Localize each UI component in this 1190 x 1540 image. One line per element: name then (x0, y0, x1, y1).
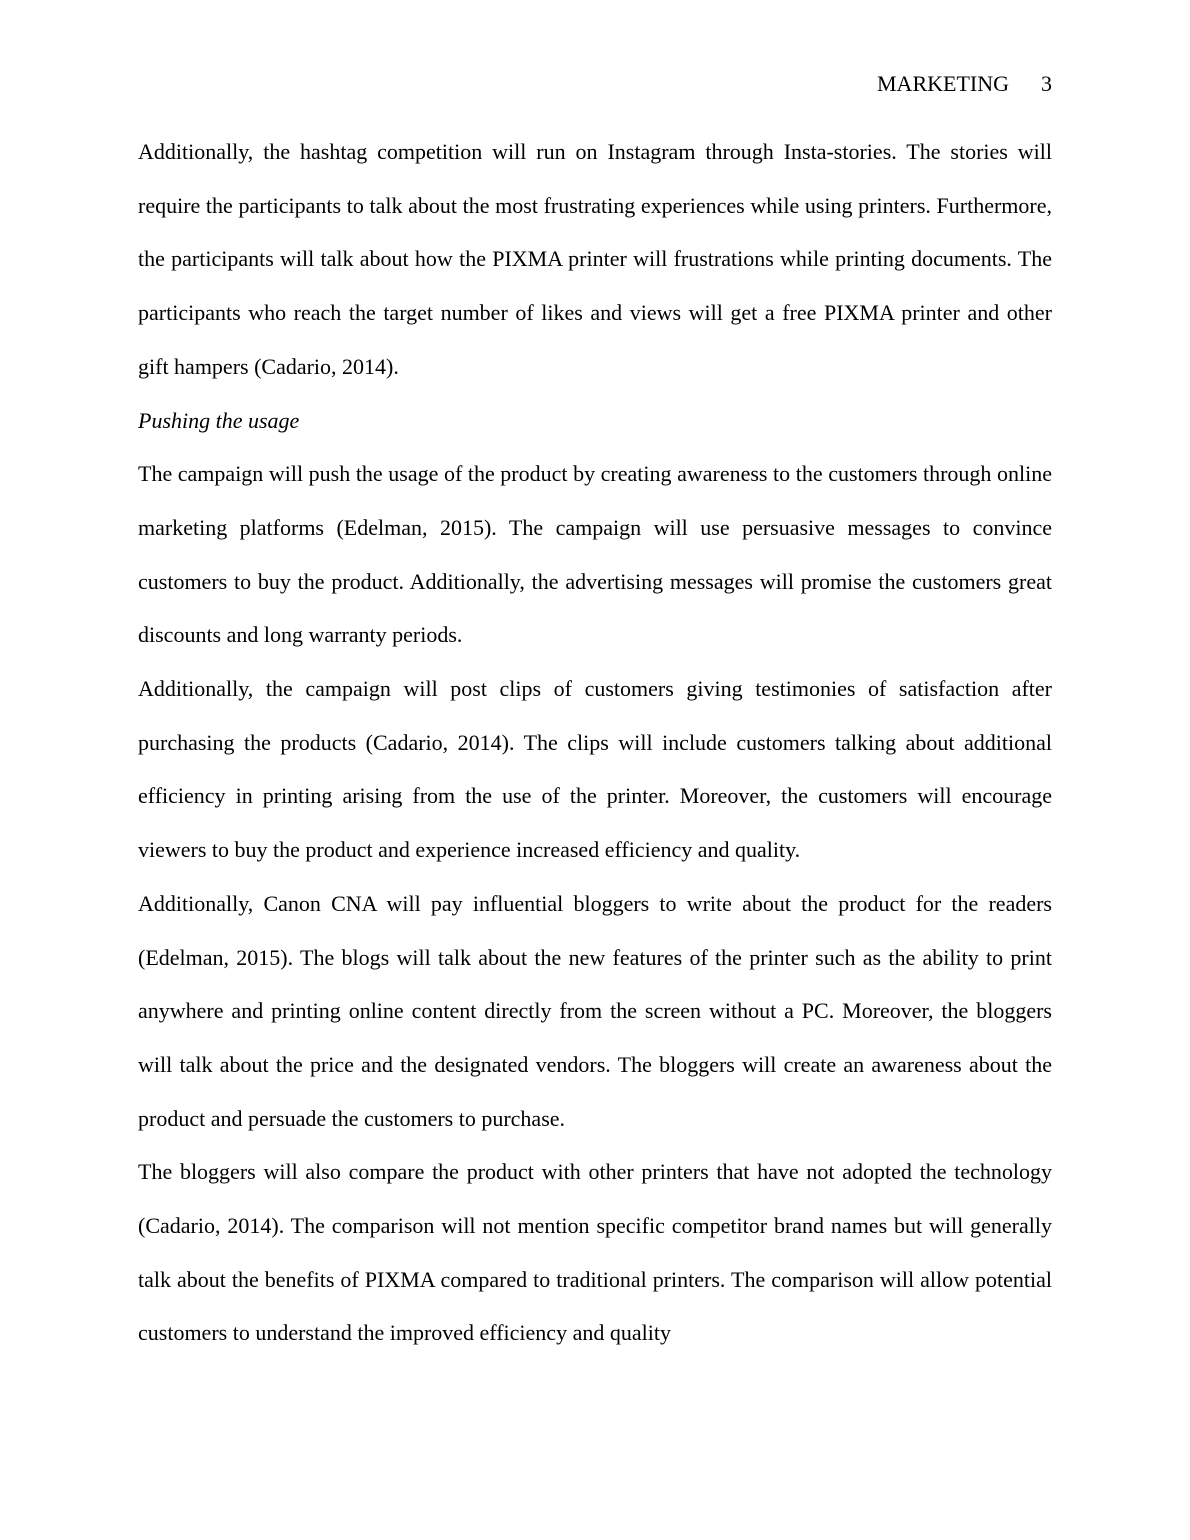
document-body (138, 125, 1052, 1360)
running-head (877, 70, 1052, 98)
page-number: 3 (1041, 71, 1052, 96)
running-head-title: MARKETING (877, 71, 1009, 96)
paragraph-blogger-comparison: The bloggers will also compare the product with other printers that have not adopted the technology (Cadario, 2014). The comparison will not mention specific competitor brand names but will generally talk about the benefits of PIXMA compared to traditional printers. The comparison will allow potential customers to understand the improved efficiency and quality (138, 1159, 1052, 1346)
paragraph-hashtag-competition: Additionally, the hashtag competition will run on Instagram through Insta-stories. The stories will require the participants to talk about the most frustrating experiences while using printers. Furthermore, the participants will talk about how the PIXMA printer will frustrations while printing documents. The participants who reach the target number of likes and views will get a free PIXMA printer and other gift hampers (Cadario, 2014). (138, 139, 1052, 379)
paragraph-influential-bloggers: Additionally, Canon CNA will pay influential bloggers to write about the product for the readers (Edelman, 2015). The blogs will talk about the new features of the printer such as the ability to print anywhere and printing online content directly from the screen without a PC. Moreover, the bloggers will talk about the price and the designated vendors. The bloggers will create an awareness about the product and persuade the customers to purchase. (138, 890, 1052, 1131)
paragraph-customer-clips: Additionally, the campaign will post clips of customers giving testimonies of satisfaction after purchasing the products (Cadario, 2014). The clips will include customers talking about additional efficiency in printing arising from the use of the printer. Moreover, the customers will encourage viewers to buy the product and experience increased efficiency and quality. (138, 676, 1052, 863)
paragraph-campaign-push: The campaign will push the usage of the product by creating awareness to the customers through online marketing platforms (Edelman, 2015). The campaign will use persuasive messages to convince customers to buy the product. Additionally, the advertising messages will promise the customers great discounts and long warranty periods. (138, 461, 1052, 648)
section-subheading: Pushing the usage (138, 407, 300, 433)
